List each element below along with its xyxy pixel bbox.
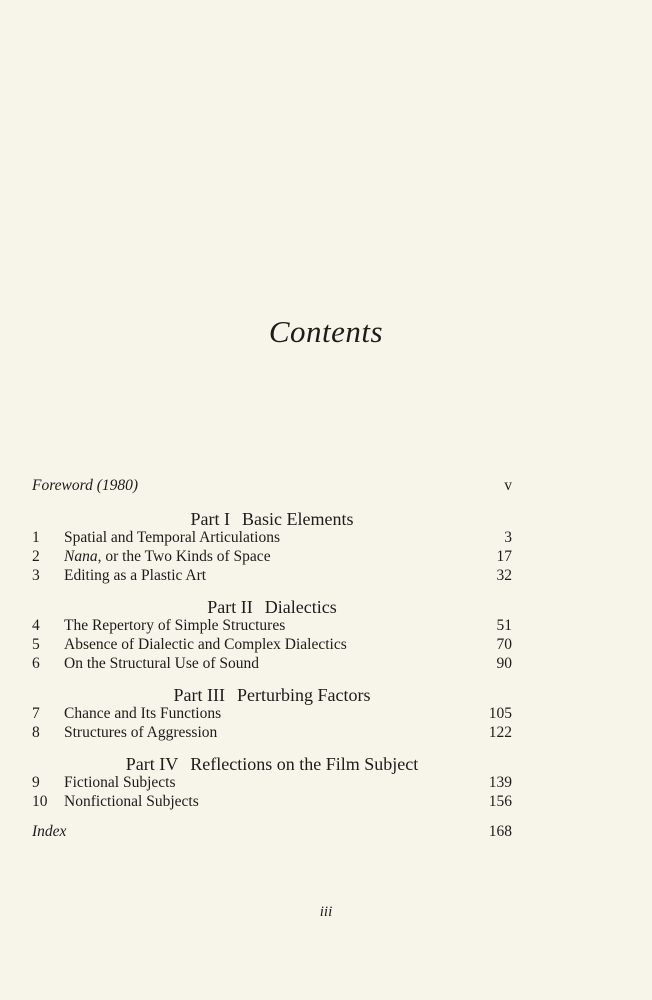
chapter-number: 5 xyxy=(32,636,40,653)
toc-entry-chapter-7[interactable] xyxy=(32,704,512,724)
chapter-page: 3 xyxy=(504,529,512,546)
chapter-number: 2 xyxy=(32,548,40,565)
chapter-number: 7 xyxy=(32,705,40,722)
toc-entry-chapter-1[interactable] xyxy=(32,528,512,548)
toc-entry-chapter-3[interactable] xyxy=(32,566,512,586)
part-title: Perturbing Factors xyxy=(237,685,371,705)
part-title: Basic Elements xyxy=(242,509,354,529)
chapter-title xyxy=(64,547,271,567)
chapter-title: Editing as a Plastic Art xyxy=(64,567,207,584)
toc-entry-chapter-10[interactable] xyxy=(32,792,512,812)
chapter-page: 17 xyxy=(496,548,512,565)
chapter-number: 10 xyxy=(32,793,48,810)
chapter-title: Nonfictional Subjects xyxy=(64,793,199,810)
chapter-page: 105 xyxy=(488,705,512,722)
chapter-page: 32 xyxy=(496,567,512,584)
toc-entry-chapter-9[interactable] xyxy=(32,773,512,793)
toc-entry-label: Index xyxy=(32,823,67,840)
toc-entry-chapter-5[interactable] xyxy=(32,635,512,655)
chapter-number: 1 xyxy=(32,529,40,546)
chapter-page: 70 xyxy=(496,636,512,653)
chapter-page: 51 xyxy=(496,617,512,634)
toc-entry-label: Foreword (1980) xyxy=(32,477,139,494)
chapter-title: Fictional Subjects xyxy=(64,774,176,791)
chapter-title: Absence of Dialectic and Complex Dialectics xyxy=(64,636,347,653)
page-title: Contents xyxy=(268,314,384,349)
toc-entry-page: 168 xyxy=(488,823,512,840)
toc-entry-chapter-6[interactable] xyxy=(32,654,512,674)
chapter-number: 3 xyxy=(32,567,40,584)
chapter-page: 139 xyxy=(488,774,512,791)
chapter-title: On the Structural Use of Sound xyxy=(64,655,260,672)
part-number: Part II xyxy=(207,597,253,617)
part-title: Dialectics xyxy=(264,597,337,617)
chapter-page: 156 xyxy=(488,793,512,810)
toc-entry-index[interactable] xyxy=(32,822,512,842)
chapter-title: The Repertory of Simple Structures xyxy=(64,617,286,634)
toc-entry-chapter-8[interactable] xyxy=(32,723,512,743)
part-number: Part I xyxy=(190,509,230,529)
chapter-title-rest: , or the Two Kinds of Space xyxy=(97,548,271,565)
page-folio: iii xyxy=(319,904,333,920)
part-heading-3 xyxy=(32,684,512,706)
part-heading-4 xyxy=(32,753,512,775)
part-heading-2 xyxy=(32,596,512,618)
chapter-page: 122 xyxy=(488,724,512,741)
part-number: Part IV xyxy=(125,754,179,774)
chapter-title: Chance and Its Functions xyxy=(64,705,222,722)
part-title: Reflections on the Film Subject xyxy=(190,754,419,774)
chapter-title: Spatial and Temporal Articulations xyxy=(64,529,281,546)
toc-entry-chapter-2[interactable] xyxy=(32,547,512,567)
chapter-number: 4 xyxy=(32,617,40,634)
toc-entry-chapter-4[interactable] xyxy=(32,616,512,636)
chapter-number: 9 xyxy=(32,774,40,791)
toc-entry-foreword[interactable] xyxy=(32,476,512,496)
part-number: Part III xyxy=(173,685,225,705)
toc-entry-page: v xyxy=(504,477,512,494)
chapter-number: 6 xyxy=(32,655,40,672)
chapter-number: 8 xyxy=(32,724,40,741)
chapter-title-italic: Nana xyxy=(64,548,98,565)
chapter-page: 90 xyxy=(496,655,512,672)
part-heading-1 xyxy=(32,508,512,530)
chapter-title: Structures of Aggression xyxy=(64,724,218,741)
